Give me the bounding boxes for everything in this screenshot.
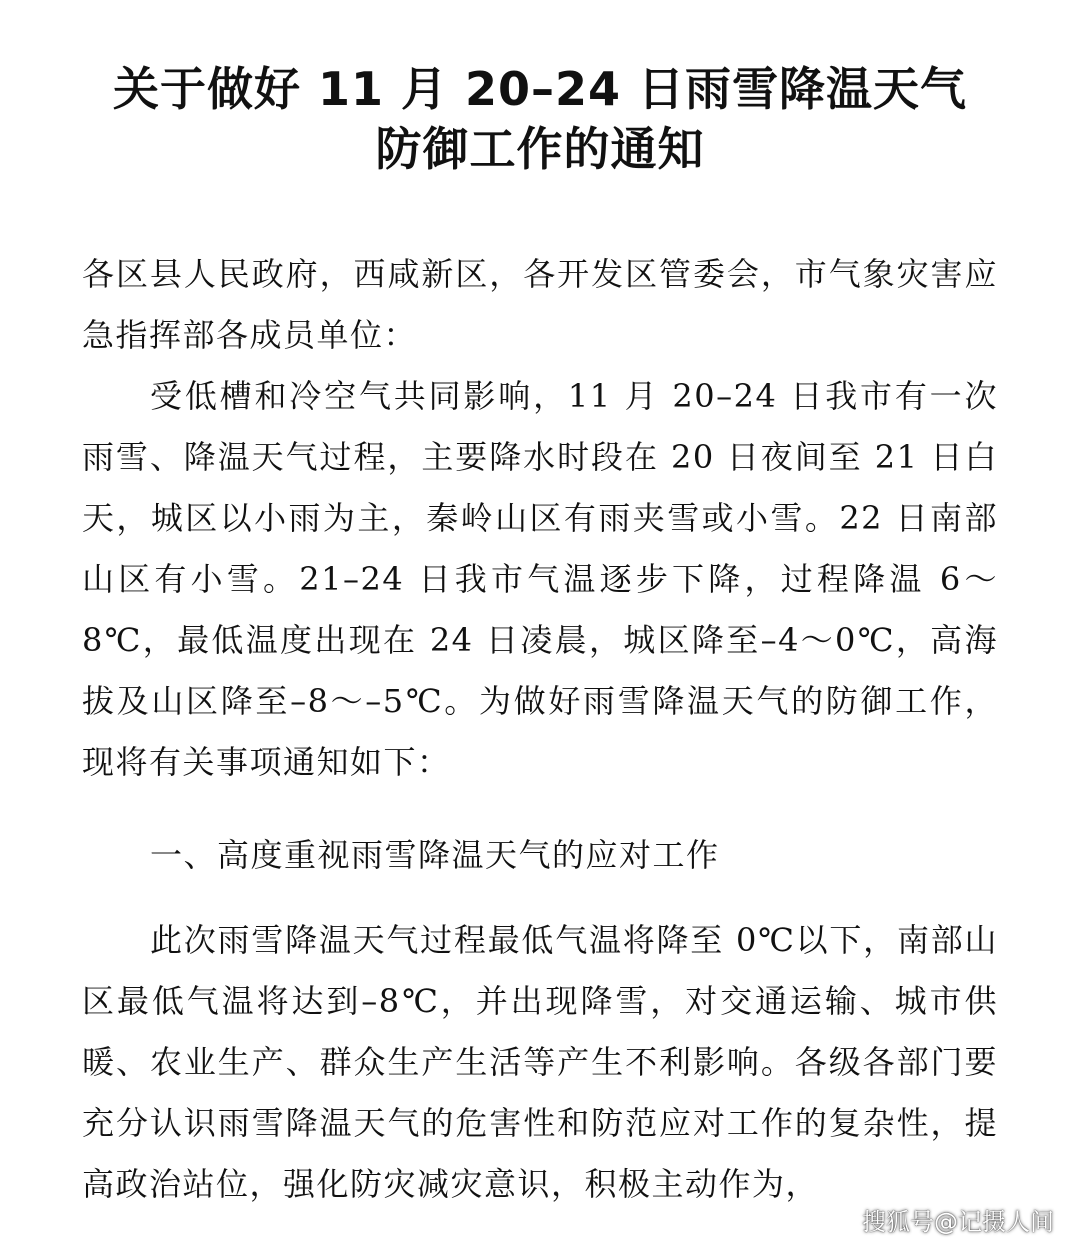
source-watermark: 搜狐号@记摄人间 bbox=[862, 1208, 1054, 1236]
addressee-paragraph: 各区县人民政府，西咸新区，各开发区管委会，市气象灾害应急指挥部各成员单位： bbox=[82, 255, 998, 354]
document-title-line-1: 关于做好 11 月 20–24 日雨雪降温天气 bbox=[112, 62, 968, 116]
section-heading-1: 一、高度重视雨雪降温天气的应对工作 bbox=[150, 836, 720, 874]
document-title-line-2: 防御工作的通知 bbox=[375, 122, 705, 176]
body-paragraph-1: 受低槽和冷空气共同影响，11 月 20–24 日我市有一次雨雪、降温天气过程，主要降水时段在 20 日夜间至 21 日白天，城区以小雨为主，秦岭山区有雨夹雪或小雪。22 日南部山区有小雪。21–24 日我市气温逐步下降，过程降温 6～8℃，最低温度出现在 24 日凌晨，城区降至–4～0℃，高海拔及山区降至–8～–5℃。为做好雨雪降温天气的防御工作，现将有关事项通知如下： bbox=[82, 377, 998, 781]
body-paragraph-2: 此次雨雪降温天气过程最低气温将降至 0℃以下，南部山区最低气温将达到–8℃，并出现降雪，对交通运输、城市供暖、农业生产、群众生产生活等产生不利影响。各级各部门要充分认识雨雪降温天气的危害性和防范应对工作的复杂性，提高政治站位，强化防灾减灾意识，积极主动作为， bbox=[82, 921, 998, 1203]
